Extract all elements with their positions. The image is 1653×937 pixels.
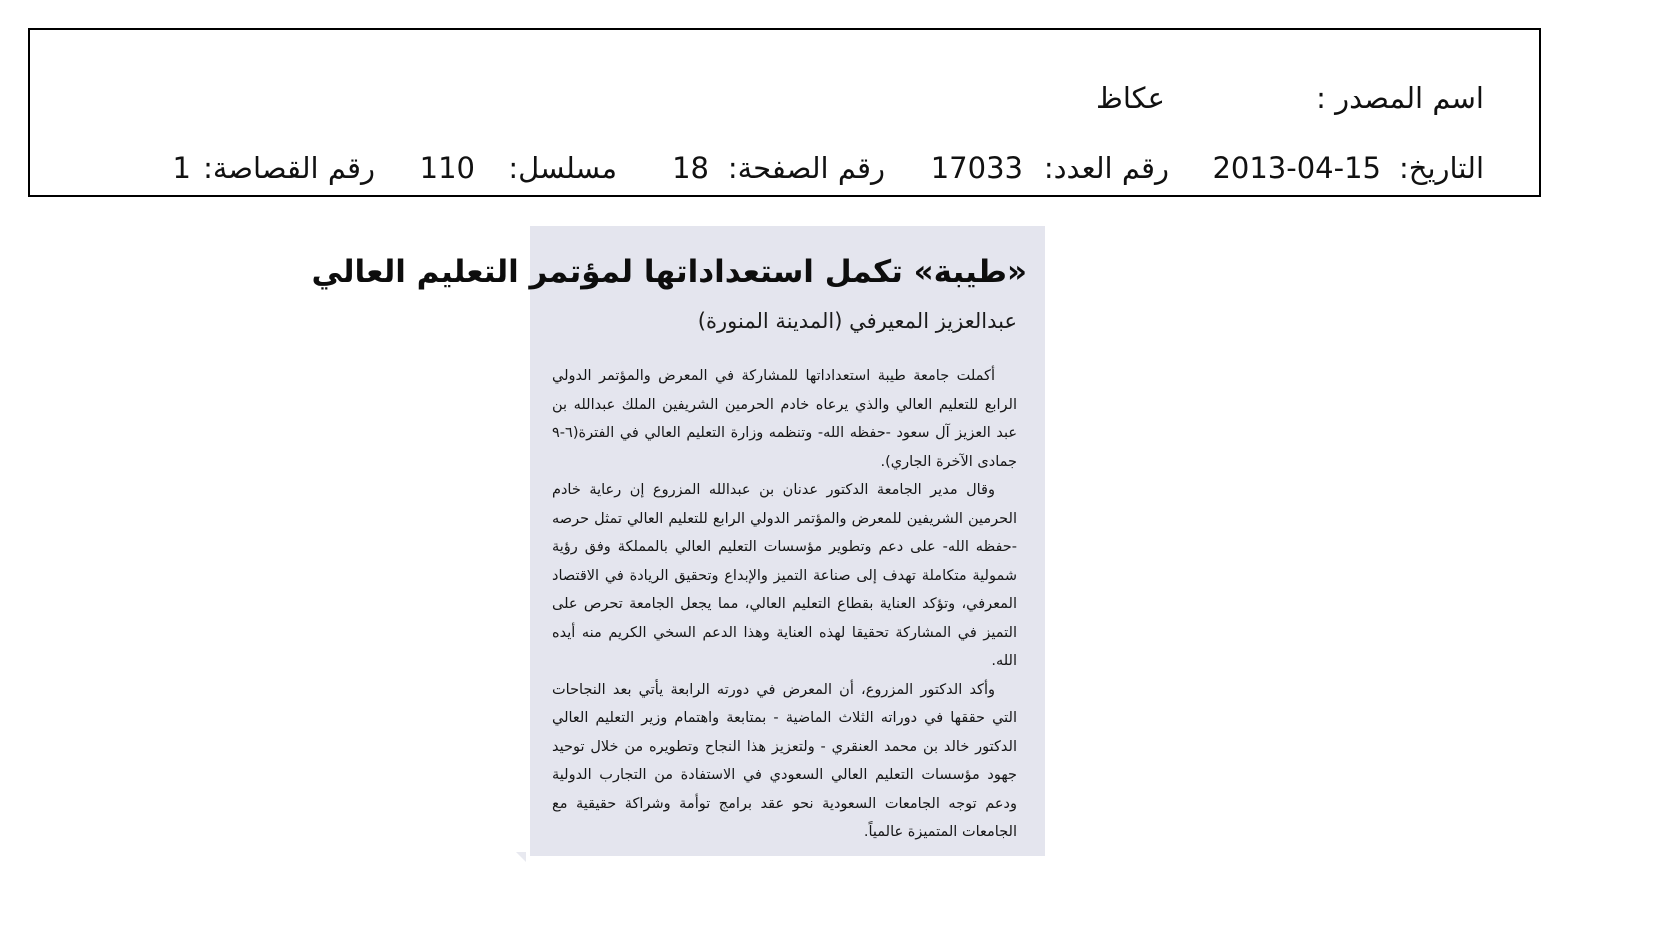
source-row <box>30 80 1539 120</box>
article-byline: عبدالعزيز المعيرفي (المدينة المنورة) <box>697 309 1017 333</box>
newspaper-clipping <box>311 226 1045 856</box>
details-row <box>30 150 1539 190</box>
article-headline: «طيبة» تكمل استعداداتها لمؤتمر التعليم العالي <box>311 254 1027 290</box>
date-value: 2013-04-15 <box>1212 151 1381 185</box>
clip-number-value: 1 <box>172 151 191 185</box>
serial-label: مسلسل: <box>508 151 617 185</box>
issue-value: 17033 <box>930 151 1023 185</box>
serial-value: 110 <box>419 151 475 185</box>
article-paragraph: وقال مدير الجامعة الدكتور عدنان بن عبدالله المزروع إن رعاية خادم الحرمين الشريفين للمعرض والمؤتمر الدولي الرابع للتعليم العالي تمثل حرصه -حفظه الله- على دعم وتطوير مؤسسات التعليم العالي بالمملكة وفق رؤية شمولية متكاملة تهدف إلى صناعة التميز والإبداع وتحقيق الريادة في الاقتصاد المعرفي، وتؤكد العناية بقطاع التعليم العالي، مما يجعل الجامعة تحرص على التميز في المشاركة تحقيقا لهذه العناية وهذا الدعم السخي الكريم منه أيده الله. <box>552 482 1017 669</box>
page-value: 18 <box>672 151 709 185</box>
issue-label: رقم العدد: <box>1043 151 1169 185</box>
clipping-corner-shadow <box>516 852 526 862</box>
article-body <box>552 362 1017 847</box>
source-value: عكاظ <box>1096 81 1165 115</box>
clip-number-label: رقم القصاصة: <box>203 151 375 185</box>
date-label: التاريخ: <box>1398 151 1484 185</box>
page-label: رقم الصفحة: <box>727 151 885 185</box>
article-paragraph: أكملت جامعة طيبة استعداداتها للمشاركة في المعرض والمؤتمر الدولي الرابع للتعليم العالي والذي يرعاه خادم الحرمين الشريفين الملك عبدالله بن عبد العزيز آل سعود -حفظه الله- وتنظمه وزارة التعليم العالي في الفترة(٦-٩ جمادى الآخرة الجاري). <box>552 368 1017 470</box>
metadata-header <box>28 28 1541 197</box>
article-paragraph: وأكد الدكتور المزروع، أن المعرض في دورته الرابعة يأتي بعد النجاحات التي حققها في دوراته الثلاث الماضية - بمتابعة واهتمام وزير التعليم العالي الدكتور خالد بن محمد العنقري - ولتعزيز هذا النجاح وتطويره من خلال توحيد جهود مؤسسات التعليم العالي السعودي في الاستفادة من التجارب الدولية ودعم توجه الجامعات السعودية نحو عقد برامج توأمة وشراكة حقيقية مع الجامعات المتميزة عالمياً. <box>552 681 1017 840</box>
source-label: اسم المصدر : <box>1316 81 1484 115</box>
